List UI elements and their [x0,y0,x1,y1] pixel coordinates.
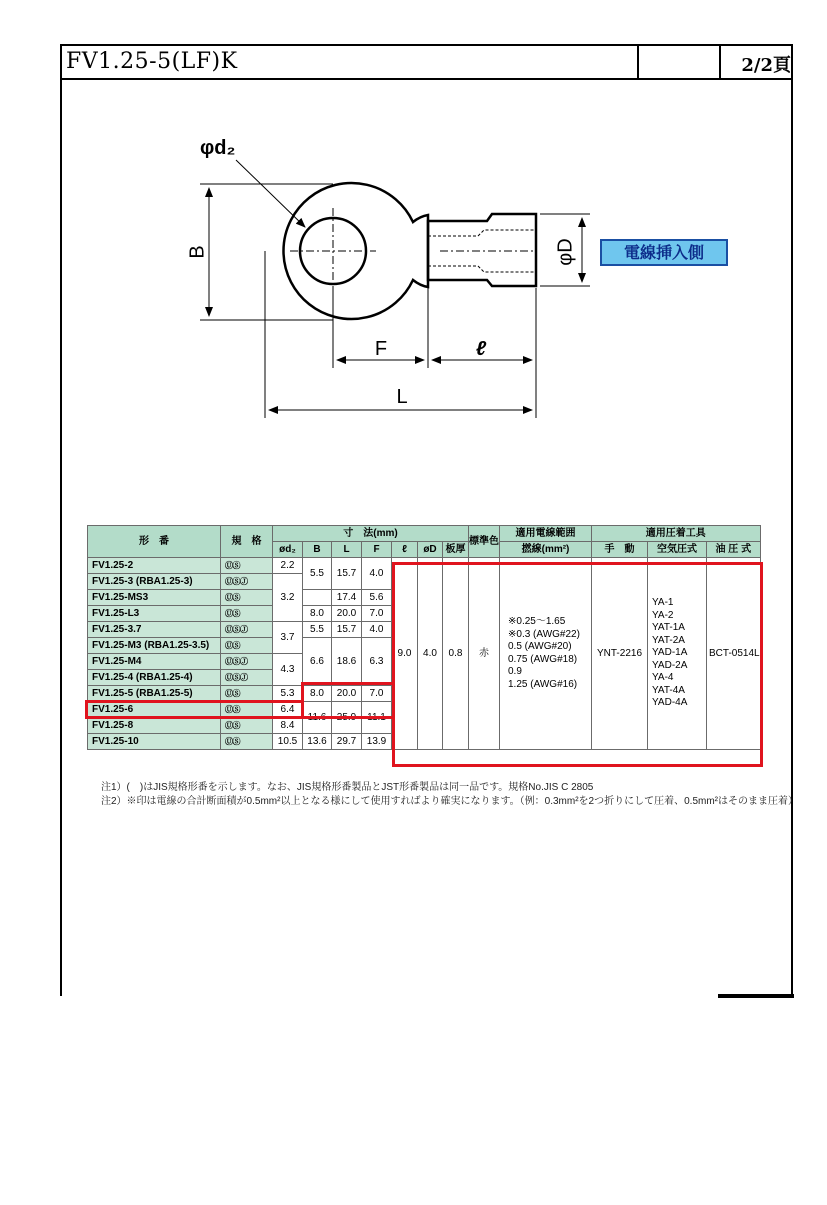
page-number: 2/2頁 [741,55,791,76]
header-thickness: 板厚 [443,542,469,558]
table-row: FV1.25-M3 (RBA1.25-3.5) ⓊⓈ 6.6 18.6 6.3 [88,638,761,654]
common-color: 赤 [469,558,500,750]
cert-icons: ⓊⓈ [225,705,240,714]
table-row: FV1.25-3 (RBA1.25-3) ⓊⓈⒿ 3.2 [88,574,761,590]
cert-icons: ⓊⓈⒿ [225,577,248,586]
label-B: B [186,245,209,259]
header-tools: 適用圧着工具 [592,526,761,542]
header-pneumatic: 空気圧式 [648,542,707,558]
wire-insertion-side-tag: 電線挿入側 [600,239,728,266]
table-row: FV1.25-L3 ⓊⓈ 8.0 20.0 7.0 [88,606,761,622]
header-F: F [362,542,392,558]
cert-icons: ⓊⓈⒿ [225,673,248,682]
cert-icons: ⓊⓈ [225,721,240,730]
header-D: øD [418,542,443,558]
cert-icons: ⓊⓈ [225,609,240,618]
header-l: ℓ [392,542,418,558]
note-1: 注1）( )はJIS規格形番を示します。なお、JIS規格形番製品とJST形番製品は同一品です。規格No.JIS C 2805 [101,782,594,793]
highlight-dimensions [301,682,395,719]
manual-tool: YNT-2216 [592,558,648,750]
table-row-highlighted: FV1.25-5 (RBA1.25-5) ⓊⓈ 5.3 8.0 20.0 7.0 [88,686,761,702]
header-dimensions: 寸 法(mm) [273,526,469,542]
table-row: FV1.25-6 ⓊⓈ 6.4 11.6 25.9 11.1 [88,702,761,718]
pneumatic-tools: YA-1 YA-2 YAT-1A YAT-2A YAD-1A YAD-2A YA-4 YAT-4A YAD-4A [648,558,707,750]
cert-icons: ⓊⓈ [225,561,240,570]
header-d2: ød₂ [273,542,303,558]
table-row: FV1.25-3.7 ⓊⓈⒿ 3.7 5.5 15.7 4.0 [88,622,761,638]
header-color: 標準色 [469,526,500,558]
table-row: FV1.25-2 ⓊⓈ 2.2 5.5 15.7 4.0 9.0 4.0 0.8 赤 ※0.25～1.65 ※0.3 (AWG#22) 0.5 (AWG#20) 0.75 (AWG#18) 0.9 1.25 (AWG#16) YNT-2216 YA-1 YA-2 YAT-1A YAT-2A YAD-1A YAD-2A YA-4 YAT-4A YAD-4A BCT-0514L [88,558,761,574]
page-end-bar [718,994,794,998]
hydraulic-tool: BCT-0514L [707,558,761,750]
cert-icons: ⓊⓈ [225,593,240,602]
table-row: FV1.25-4 (RBA1.25-4) ⓊⓈⒿ [88,670,761,686]
common-l: 9.0 [392,558,418,750]
note-2: 注2）※印は電線の合計断面積が0.5mm²以上となる様にして使用すればより確実になります。（例：0.3mm²を2つ折りにして圧着、0.5mm²はそのまま圧着） [101,796,798,807]
header-B: B [303,542,332,558]
table-row: FV1.25-M4 ⓊⓈⒿ 4.3 [88,654,761,670]
header-L: L [332,542,362,558]
table-row: FV1.25-10 ⓊⓈ 10.5 13.6 29.7 13.9 [88,734,761,750]
header-hydraulic: 油 圧 式 [707,542,761,558]
document-title: FV1.25-5(LF)K [66,49,238,74]
cert-icons: ⓊⓈ [225,641,240,650]
header-manual: 手 動 [592,542,648,558]
label-l: ℓ [475,338,487,360]
sleeve-outline [428,214,536,286]
label-D: φD [554,238,577,266]
notes [101,781,798,809]
label-F: F [374,338,388,360]
highlight-model-row [85,700,304,719]
cert-icons: ⓊⓈⒿ [225,625,248,634]
header-wire-range: 適用電線範囲 [500,526,592,542]
header-stranded: 撚線(mm²) [500,542,592,558]
common-thickness: 0.8 [443,558,469,750]
cert-icons: ⓊⓈ [225,689,240,698]
common-D: 4.0 [418,558,443,750]
table-row: FV1.25-MS3 ⓊⓈ 17.4 5.6 [88,590,761,606]
header-standard: 規 格 [221,526,273,558]
table-row: FV1.25-8 ⓊⓈ 8.4 [88,718,761,734]
highlight-common-specs [392,562,763,767]
cert-icons: ⓊⓈ [225,737,240,746]
cert-icons: ⓊⓈⒿ [225,657,248,666]
wire-range-cell: ※0.25～1.65 ※0.3 (AWG#22) 0.5 (AWG#20) 0.75 (AWG#18) 0.9 1.25 (AWG#16) [500,558,592,750]
label-d2: φd₂ [200,137,236,159]
header-model: 形 番 [88,526,221,558]
label-L: L [396,386,408,408]
